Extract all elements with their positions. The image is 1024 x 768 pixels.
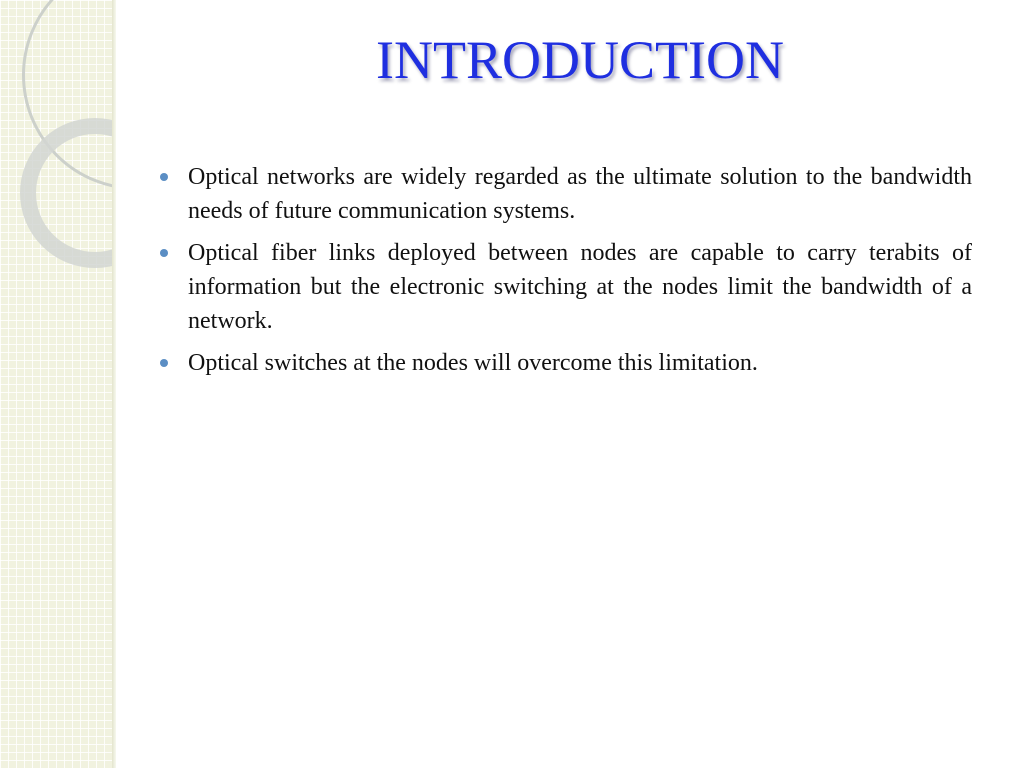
bullet-dot-icon bbox=[160, 359, 168, 367]
bullet-text: Optical networks are widely regarded as the ultimate solution to the bandwidth needs of future communication systems. bbox=[188, 164, 972, 224]
bullet-text: Optical fiber links deployed between nodes are capable to carry terabits of information but the electronic switching at the nodes limit the bandwidth of a network. bbox=[188, 240, 972, 334]
slide-title: INTRODUCTION bbox=[376, 30, 784, 90]
bullet-item bbox=[156, 160, 972, 228]
side-panel-edge bbox=[112, 0, 116, 768]
bullet-item bbox=[156, 236, 972, 338]
bullet-dot-icon bbox=[160, 173, 168, 181]
bullet-item bbox=[156, 346, 972, 380]
bullet-dot-icon bbox=[160, 249, 168, 257]
bullet-list bbox=[156, 160, 972, 388]
bullet-text: Optical switches at the nodes will overcome this limitation. bbox=[188, 350, 758, 376]
